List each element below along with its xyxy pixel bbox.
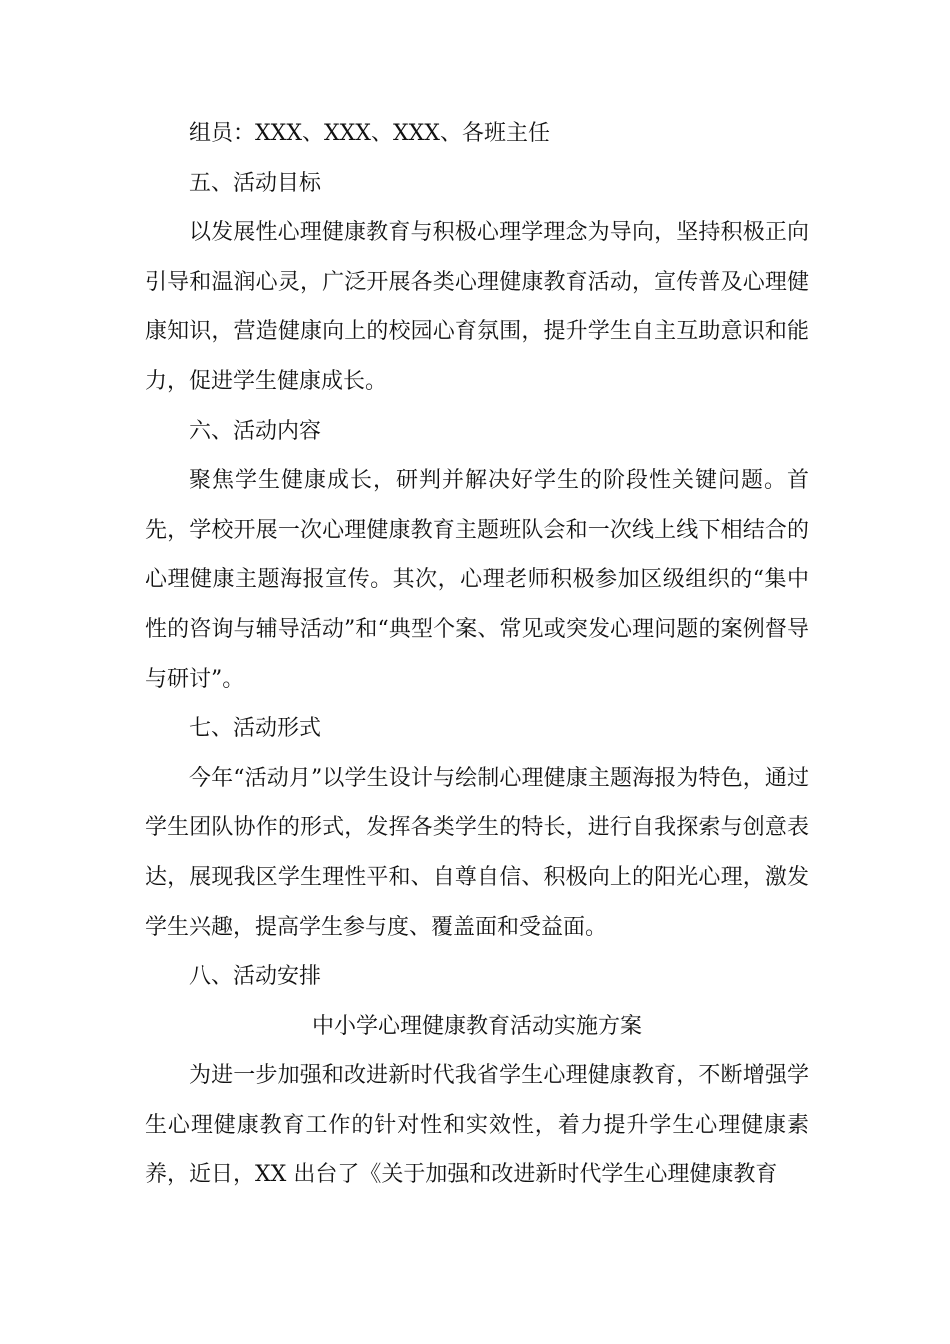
document-body (145, 109, 809, 1200)
section-body-goals: 以发展性心理健康教育与积极心理学理念为导向，坚持积极正向引导和温润心灵，广泛开展各类心理健康教育活动，宣传普及心理健康知识，营造健康向上的校园心育氛围，提升学生自主互助意识和能力，促进学生健康成长。 (145, 220, 809, 394)
section-heading-form: 七、活动形式 (189, 716, 322, 742)
section-heading-content: 六、活动内容 (189, 418, 322, 444)
section-heading-goals: 五、活动目标 (189, 170, 322, 196)
section-body-content: 聚焦学生健康成长，研判并解决好学生的阶段性关键问题。首先，学校开展一次心理健康教育主题班队会和一次线上线下相结合的心理健康主题海报宣传。其次，心理老师积极参加区级组织的“集中性的咨询与辅导活动”和“典型个案、常见或突发心理问题的案例督导与研讨”。 (145, 468, 809, 692)
section-body-form: 今年“活动月”以学生设计与绘制心理健康主题海报为特色，通过学生团队协作的形式，发挥各类学生的特长，进行自我探索与创意表达，展现我区学生理性平和、自尊自信、积极向上的阳光心理，激发学生兴趣，提高学生参与度、覆盖面和受益面。 (145, 765, 809, 940)
section-heading-schedule: 八、活动安排 (189, 964, 322, 990)
document-title: 中小学心理健康教育活动实施方案 (311, 1013, 642, 1039)
intro-paragraph: 为进一步加强和改进新时代我省学生心理健康教育，不断增强学生心理健康教育工作的针对性和实效性，着力提升学生心理健康素养，近日，XX 出台了《关于加强和改进新时代学生心理健康教育 (145, 1063, 809, 1188)
members-line: 组员：XXX、XXX、XXX、各班主任 (189, 121, 550, 146)
